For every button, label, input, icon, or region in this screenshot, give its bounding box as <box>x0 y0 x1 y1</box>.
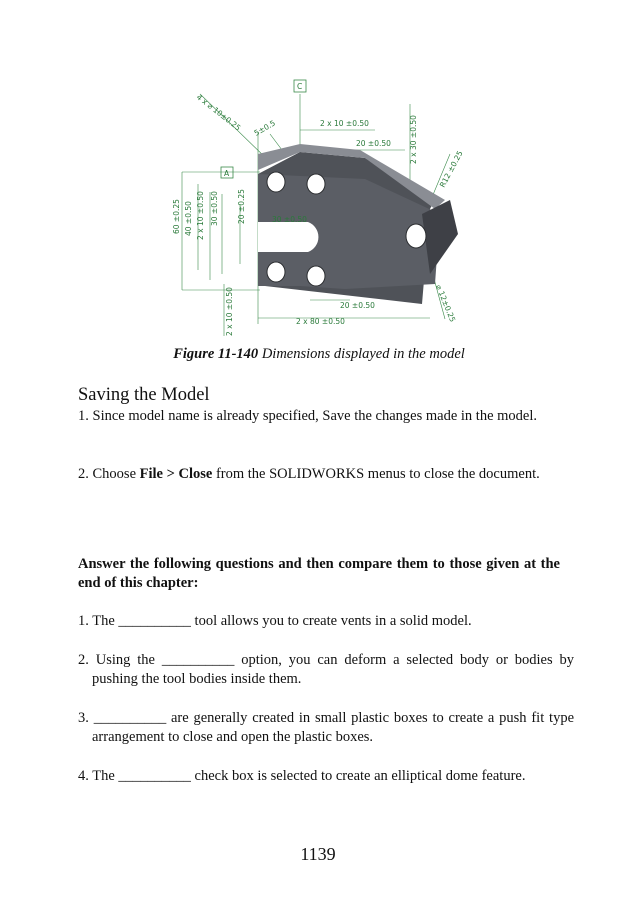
question-1-number: 1. <box>78 613 89 629</box>
question-3-number: 3. <box>78 710 89 726</box>
dim-bottom-2x10: 2 x 10 ±0.50 <box>225 287 234 336</box>
dim-left-60: 60 ±0.25 <box>172 199 181 234</box>
step-2-menu-path: File > Close <box>139 466 213 482</box>
question-1 <box>78 612 574 631</box>
question-2-number: 2. <box>78 652 89 668</box>
step-2-text-pre: Choose <box>92 466 140 482</box>
dim-angle: 5±0.5 <box>252 118 277 138</box>
section-title: Saving the Model <box>78 385 210 405</box>
dim-top-2x10: 2 x 10 ±0.50 <box>320 119 369 128</box>
step-2-number: 2. <box>78 466 89 482</box>
dimensioned-part-drawing <box>160 74 480 338</box>
dim-top-20: 20 ±0.50 <box>356 139 391 148</box>
figure-caption-text: Dimensions displayed in the model <box>258 346 465 362</box>
datum-c-label: C <box>297 82 303 91</box>
question-2 <box>78 651 574 689</box>
model-figure <box>160 74 480 338</box>
question-3 <box>78 709 574 747</box>
questions-heading: Answer the following questions and then compare them to those given at the end of this chapter: <box>78 556 560 591</box>
dim-bottom-20: 20 ±0.50 <box>340 301 375 310</box>
dim-bottom-2x80: 2 x 80 ±0.50 <box>296 317 345 326</box>
step-2-text-post: from the SOLIDWORKS menus to close the document. <box>212 466 540 482</box>
dim-left-40: 40 ±0.50 <box>184 201 193 236</box>
datum-a-label: A <box>224 169 230 178</box>
step-2 <box>78 465 574 484</box>
question-3-text: __________ are generally created in small plastic boxes to create a push fit type arrangement to close and open the plastic boxes. <box>92 710 574 745</box>
question-4-number: 4. <box>78 768 89 784</box>
question-1-text: The __________ tool allows you to create vents in a solid model. <box>92 613 472 629</box>
question-4-text: The __________ check box is selected to create an elliptical dome feature. <box>92 768 526 784</box>
step-1 <box>78 407 574 426</box>
figure-caption-label: Figure 11-140 <box>173 346 259 362</box>
dim-slot-30: 30 ±0.50 <box>272 215 307 224</box>
dim-left-20: 20 ±0.25 <box>237 189 246 224</box>
dim-left-2x10: 2 x 10 ±0.50 <box>196 191 205 240</box>
question-4 <box>78 767 574 786</box>
step-1-number: 1. <box>78 408 89 424</box>
step-1-text: Since model name is already specified, Save the changes made in the model. <box>92 408 538 424</box>
figure-caption <box>78 346 560 363</box>
question-2-text: Using the __________ option, you can deform a selected body or bodies by pushing the tool bodies inside them. <box>92 652 574 687</box>
dim-holes: 4 x ⌀ 10±0.25 <box>194 92 243 133</box>
dim-radius: R12 ±0.25 <box>437 149 465 189</box>
dim-right-2x30: 2 x 30 ±0.50 <box>409 115 418 164</box>
page-number: 1139 <box>300 844 336 864</box>
dim-left-30: 30 ±0.50 <box>210 191 219 226</box>
dim-bore: ⌀ 12±0.25 <box>434 283 458 324</box>
